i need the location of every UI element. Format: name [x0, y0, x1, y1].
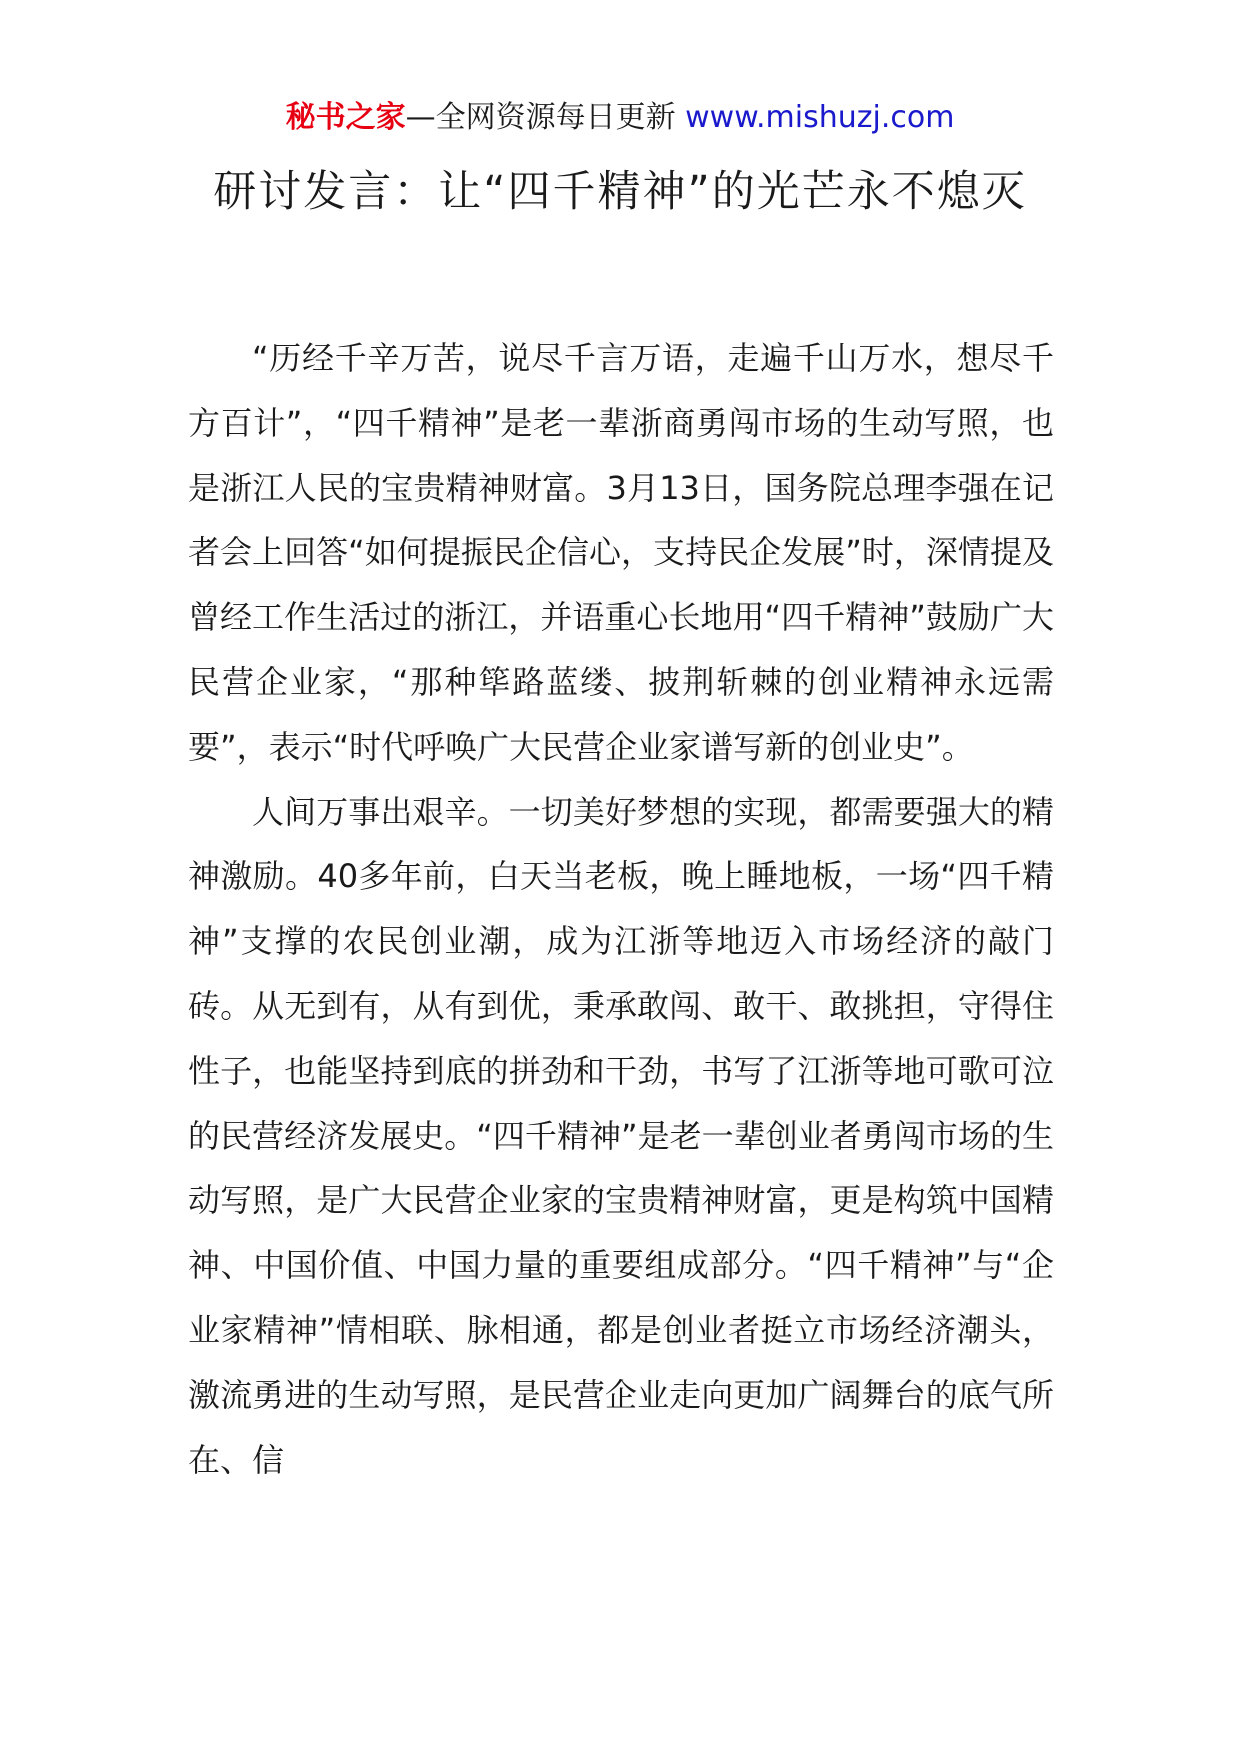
- paragraph: 人间万事出艰辛。一切美好梦想的实现，都需要强大的精神激励。40多年前，白天当老板，晚上睡地板，一场“四千精神”支撑的农民创业潮，成为江浙等地迈入市场经济的敲门砖。从无到有，从有到优，秉承敢闯、敢干、敢挑担，守得住性子，也能坚持到底的拼劲和干劲，书写了江浙等地可歌可泣的民营经济发展史。“四千精神”是老一辈创业者勇闯市场的生动写照，是广大民营企业家的宝贵精神财富，更是构筑中国精神、中国价值、中国力量的重要组成部分。“四千精神”与“企业家精神”情相联、脉相通，都是创业者挺立市场经济潮头，激流勇进的生动写照，是民营企业走向更加广阔舞台的底气所在、信: [188, 792, 1054, 1479]
- paragraph: “历经千辛万苦，说尽千言万语，走遍千山万水，想尽千方百计”，“四千精神”是老一辈浙商勇闯市场的生动写照，也是浙江人民的宝贵精神财富。3月13日，国务院总理李强在记者会上回答“如何提振民企信心，支持民企发展”时，深情提及曾经工作生活过的浙江，并语重心长地用“四千精神”鼓励广大民营企业家，“那种筚路蓝缕、披荆斩棘的创业精神永远需要”，表示“时代呼唤广大民营企业家谱写新的创业史”。: [188, 339, 1054, 766]
- header-slogan: —全网资源每日更新: [405, 100, 676, 135]
- document-title: 研讨发言：让“四千精神”的光芒永不熄灭: [213, 167, 1027, 217]
- document-body: [188, 326, 1054, 1492]
- site-url-link[interactable]: www.mishuzj.com: [685, 100, 955, 135]
- brand-name: 秘书之家: [285, 100, 406, 135]
- site-header: [0, 98, 1240, 138]
